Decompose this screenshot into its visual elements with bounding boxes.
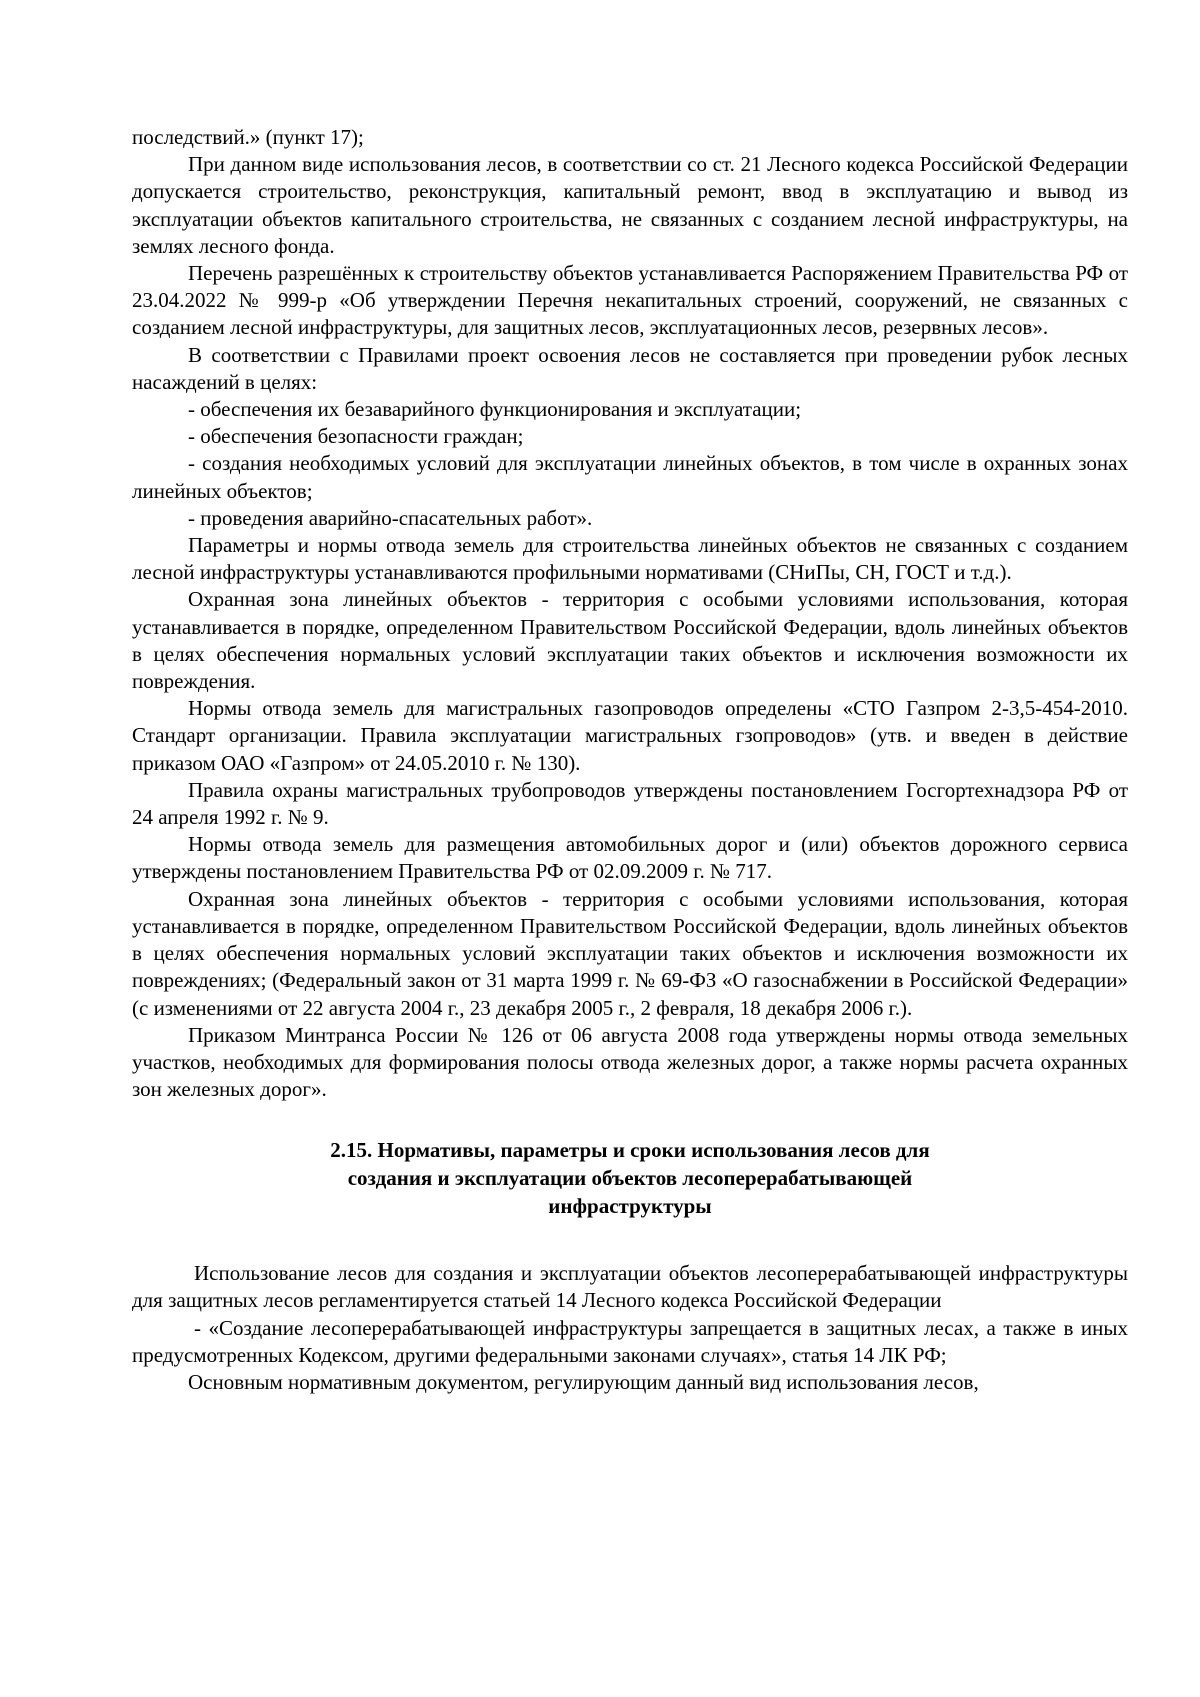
paragraph: Основным нормативным документом, регулирующим данный вид использования лесов,	[188, 1369, 979, 1394]
section-heading-line: создания и эксплуатации объектов лесоперерабатывающей	[347, 1165, 913, 1190]
paragraph: Перечень разрешённых к строительству объектов устанавливается Распоряжением Правительства РФ от 23.04.2022 № 999-р «Об утверждении Перечня некапитальных строений, сооружений, не связанных с созданием лесной инфраструктуры, для защитных лесов, эксплуатационных лесов, резервных лесов».	[132, 261, 1128, 340]
list-item: - обеспечения их безаварийного функционирования и эксплуатации;	[188, 397, 802, 422]
list-item: - «Создание лесоперерабатывающей инфраструктуры запрещается в защитных лесах, а также в иных предусмотренных Кодексом, другими федеральными законами случаях», статья 14 ЛК РФ;	[132, 1315, 1128, 1367]
paragraph: Нормы отвода земель для магистральных газопроводов определены «СТО Газпром 2-3,5-454-2010. Стандарт организации. Правила эксплуатации магистральных гзопроводов» (утв. и введен в действие приказом ОАО «Газпром» от 24.05.2010 г. № 130).	[132, 696, 1128, 775]
paragraph: Приказом Минтранса России № 126 от 06 августа 2008 года утверждены нормы отвода земельных участков, необходимых для формирования полосы отвода железных дорог, а также нормы расчета охранных зон железных дорог».	[132, 1022, 1128, 1102]
section-heading-line: инфраструктуры	[548, 1193, 712, 1218]
paragraph: Правила охраны магистральных трубопроводов утверждены постановлением Госгортехнадзора РФ от 24 апреля 1992 г. № 9.	[132, 777, 1128, 830]
list-item: - создания необходимых условий для эксплуатации линейных объектов, в том числе в охранных зонах линейных объектов;	[132, 451, 1128, 503]
paragraph: Нормы отвода земель для размещения автомобильных дорог и (или) объектов дорожного сервиса утверждены постановлением Правительства РФ от 02.09.2009 г. № 717.	[132, 832, 1128, 884]
paragraph: Охранная зона линейных объектов - территория с особыми условиями использования, которая устанавливается в порядке, определенном Правительством Российской Федерации, вдоль линейных объектов в целях обеспечения нормальных условий эксплуатации таких объектов и исключения возможности их повреждения.	[132, 587, 1128, 694]
list-item: - обеспечения безопасности граждан;	[188, 424, 524, 449]
body-text-top	[132, 124, 1128, 1103]
paragraph: При данном виде использования лесов, в соответствии со ст. 21 Лесного кодекса Российской Федерации допускается строительство, реконструкция, капитальный ремонт, ввод в эксплуатацию и вывод из эксплуатации объектов капитального строительства, не связанных с созданием лесной инфраструктуры, на землях лесного фонда.	[132, 152, 1128, 258]
list-item: - проведения аварийно-спасательных работ».	[188, 505, 593, 530]
paragraph: Охранная зона линейных объектов - территория с особыми условиями использования, которая устанавливается в порядке, определенном Правительством Российской Федерации, вдоль линейных объектов в целях обеспечения нормальных условий эксплуатации таких объектов и исключения возможности их повреждениях; (Федеральный закон от 31 марта 1999 г. № 69-ФЗ «О газоснабжении в Российской Федерации» (с изменениями от 22 августа 2004 г., 23 декабря 2005 г., 2 февраля, 18 декабря 2006 г.).	[132, 886, 1128, 1020]
section-heading-line: 2.15. Нормативы, параметры и сроки использования лесов для	[330, 1138, 930, 1163]
paragraph: Параметры и нормы отвода земель для строительства линейных объектов не связанных с созданием лесной инфраструктуры устанавливаются профильными нормативами (СНиПы, СН, ГОСТ и т.д.).	[132, 533, 1128, 585]
paragraph: последствий.» (пункт 17);	[132, 125, 364, 149]
section-heading	[132, 1137, 1128, 1220]
body-text-bottom	[132, 1260, 1128, 1396]
paragraph: Использование лесов для создания и эксплуатации объектов лесоперерабатывающей инфраструктуры для защитных лесов регламентируется статьей 14 Лесного кодекса Российской Федерации	[132, 1261, 1128, 1313]
paragraph: В соответствии с Правилами проект освоения лесов не составляется при проведении рубок лесных насаждений в целях:	[132, 342, 1128, 394]
